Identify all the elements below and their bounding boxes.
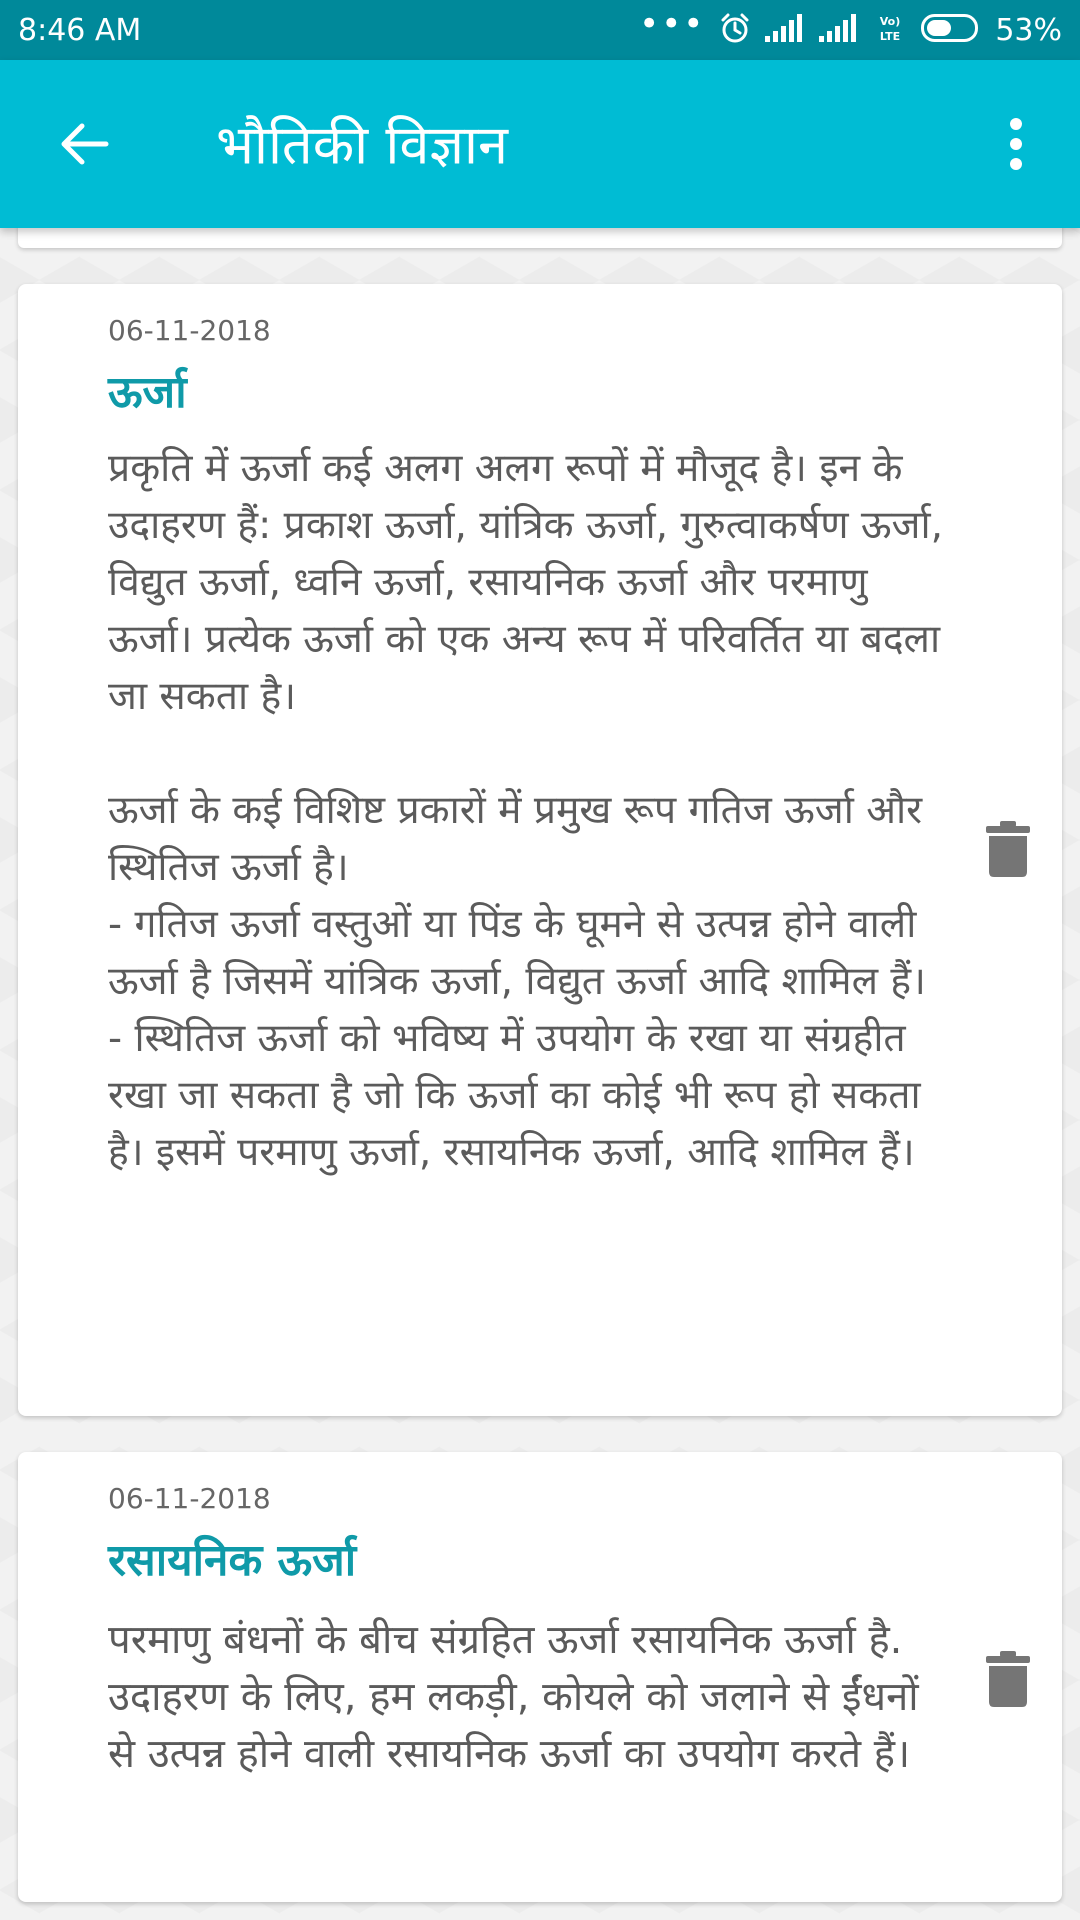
trash-icon: [986, 821, 1030, 877]
delete-note-button[interactable]: [984, 1650, 1032, 1708]
app-bar: [0, 60, 1080, 228]
svg-text:Vo): Vo): [880, 15, 901, 28]
note-date: 06-11-2018: [108, 1482, 271, 1515]
note-title: ऊर्जा: [108, 367, 187, 418]
trash-icon: [986, 1651, 1030, 1707]
svg-text:LTE: LTE: [880, 30, 901, 43]
more-vert-icon: [1008, 118, 1024, 170]
status-bar: [0, 0, 1080, 60]
battery-percent: 53%: [995, 12, 1062, 48]
note-title: रसायनिक ऊर्जा: [108, 1535, 357, 1586]
note-card[interactable]: [18, 284, 1062, 1416]
volte-icon: [873, 13, 907, 47]
status-icons: [639, 4, 1062, 48]
note-card[interactable]: [18, 1452, 1062, 1902]
signal-icon: [819, 14, 859, 46]
arrow-left-icon: [58, 122, 110, 166]
more-dots-icon: •••: [639, 4, 706, 44]
alarm-icon: [719, 12, 751, 48]
note-body: प्रकृति में ऊर्जा कई अलग अलग रूपों में मौजूद है। इन के उदाहरण हैं: प्रकाश ऊर्जा, यांत्रिक ऊर्जा, गुरुत्वाकर्षण ऊर्जा, विद्युत ऊर्जा, ध्वनि ऊर्जा, रसायनिक ऊर्जा और परमाणु ऊर्जा। प्रत्येक ऊर्जा को एक अन्य रूप में परिवर्तित या बदला जा सकता है। ऊर्जा के कई विशिष्ट प्रकारों में प्रमुख रूप गतिज ऊर्जा और स्थितिज ऊर्जा है। - गतिज ऊर्जा वस्तुओं या पिंड के घूमने से उत्पन्न होने वाली ऊर्जा है जिसमें यांत्रिक ऊर्जा, विद्युत ऊर्जा आदि शामिल हैं। - स्थितिज ऊर्जा को भविष्य में उपयोग के रखा या संग्रहीत रखा जा सकता है जो कि ऊर्जा का कोई भी रूप हो सकता है। इसमें परमाणु ऊर्जा, रसायनिक ऊर्जा, आदि शामिल हैं।: [108, 446, 943, 1175]
note-body: परमाणु बंधनों के बीच संग्रहित ऊर्जा रसायनिक ऊर्जा है. उदाहरण के लिए, हम लकड़ी, कोयले को जलाने से ईंधनों से उत्पन्न होने वाली रसायनिक ऊर्जा का उपयोग करते हैं।: [108, 1617, 932, 1777]
note-date: 06-11-2018: [108, 314, 271, 347]
signal-icon: [765, 14, 805, 46]
status-time: 8:46 AM: [18, 12, 142, 48]
battery-icon: [921, 14, 981, 46]
back-button[interactable]: [52, 112, 116, 176]
delete-note-button[interactable]: [984, 820, 1032, 878]
more-options-button[interactable]: [996, 112, 1036, 176]
page-title: भौतिकी विज्ञान: [216, 113, 508, 177]
